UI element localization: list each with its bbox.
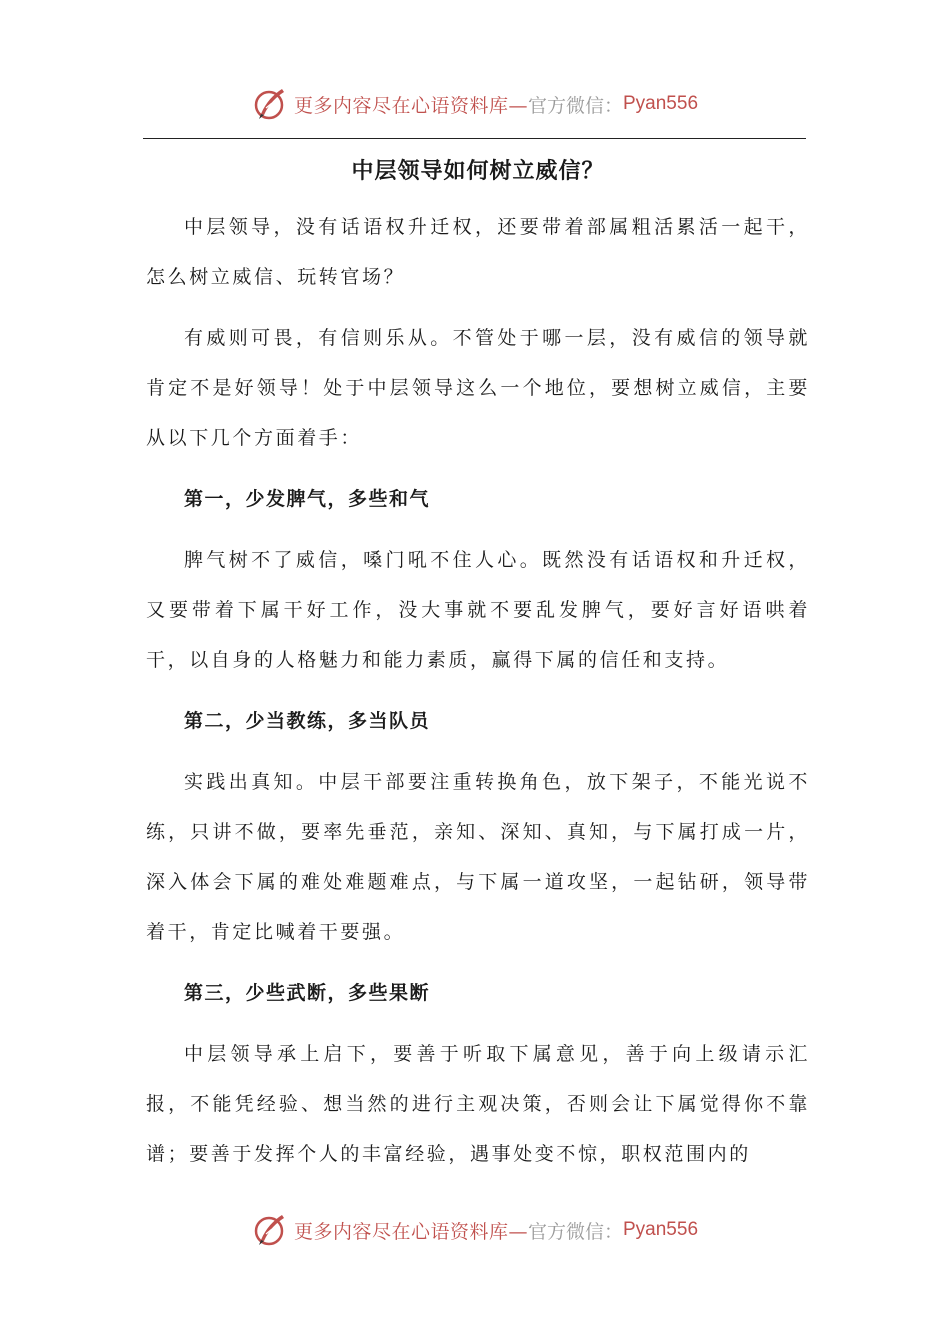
paragraph: 实践出真知。中层干部要注重转换角色，放下架子，不能光说不练，只讲不做，要率先垂范，亲知、深知、真知，与下属打成一片，深入体会下属的难处难题难点，与下属一道攻坚，一起钻研，领导带着干，肯定比喊着干要强。: [146, 771, 810, 943]
section-heading: 第一，少发脾气，多些和气: [184, 488, 431, 510]
header-divider: [143, 138, 806, 139]
paragraph: 脾气树不了威信，嗓门吼不住人心。既然没有话语权和升迁权，又要带着下属干好工作，没大事就不要乱发脾气，要好言好语哄着干，以自身的人格魅力和能力素质，赢得下属的信任和支持。: [146, 549, 810, 671]
banner-wechat-id: Pyan556: [623, 93, 699, 114]
document-body: [146, 150, 810, 1190]
document-title: 中层领导如何树立威信？: [351, 159, 605, 184]
banner-wechat-label: 官方微信：: [527, 94, 623, 117]
section-heading: 第三，少些武断，多些果断: [184, 982, 431, 1004]
banner-text: 更多内容尽在心语资料库—: [293, 1220, 528, 1243]
banner-wechat-label: 官方微信：: [527, 1220, 623, 1243]
banner-wechat-id: Pyan556: [623, 1219, 699, 1240]
paragraph: 有威则可畏，有信则乐从。不管处于哪一层，没有威信的领导就肯定不是好领导！处于中层领导这么一个地位，要想树立威信，主要从以下几个方面着手：: [146, 327, 810, 449]
paragraph: 中层领导承上启下，要善于听取下属意见，善于向上级请示汇报，不能凭经验、想当然的进行主观决策，否则会让下属觉得你不靠谱；要善于发挥个人的丰富经验，遇事处变不惊，职权范围内的: [146, 1043, 810, 1165]
quill-pen-logo-icon: [252, 1212, 288, 1248]
footer-banner: [0, 1208, 950, 1252]
header-banner: [0, 82, 950, 126]
section-heading: 第二，少当教练，多当队员: [184, 710, 431, 732]
banner-text: 更多内容尽在心语资料库—: [293, 94, 528, 117]
quill-pen-logo-icon: [252, 86, 288, 122]
paragraph: 中层领导，没有话语权升迁权，还要带着部属粗活累活一起干，怎么树立威信、玩转官场？: [146, 216, 810, 288]
